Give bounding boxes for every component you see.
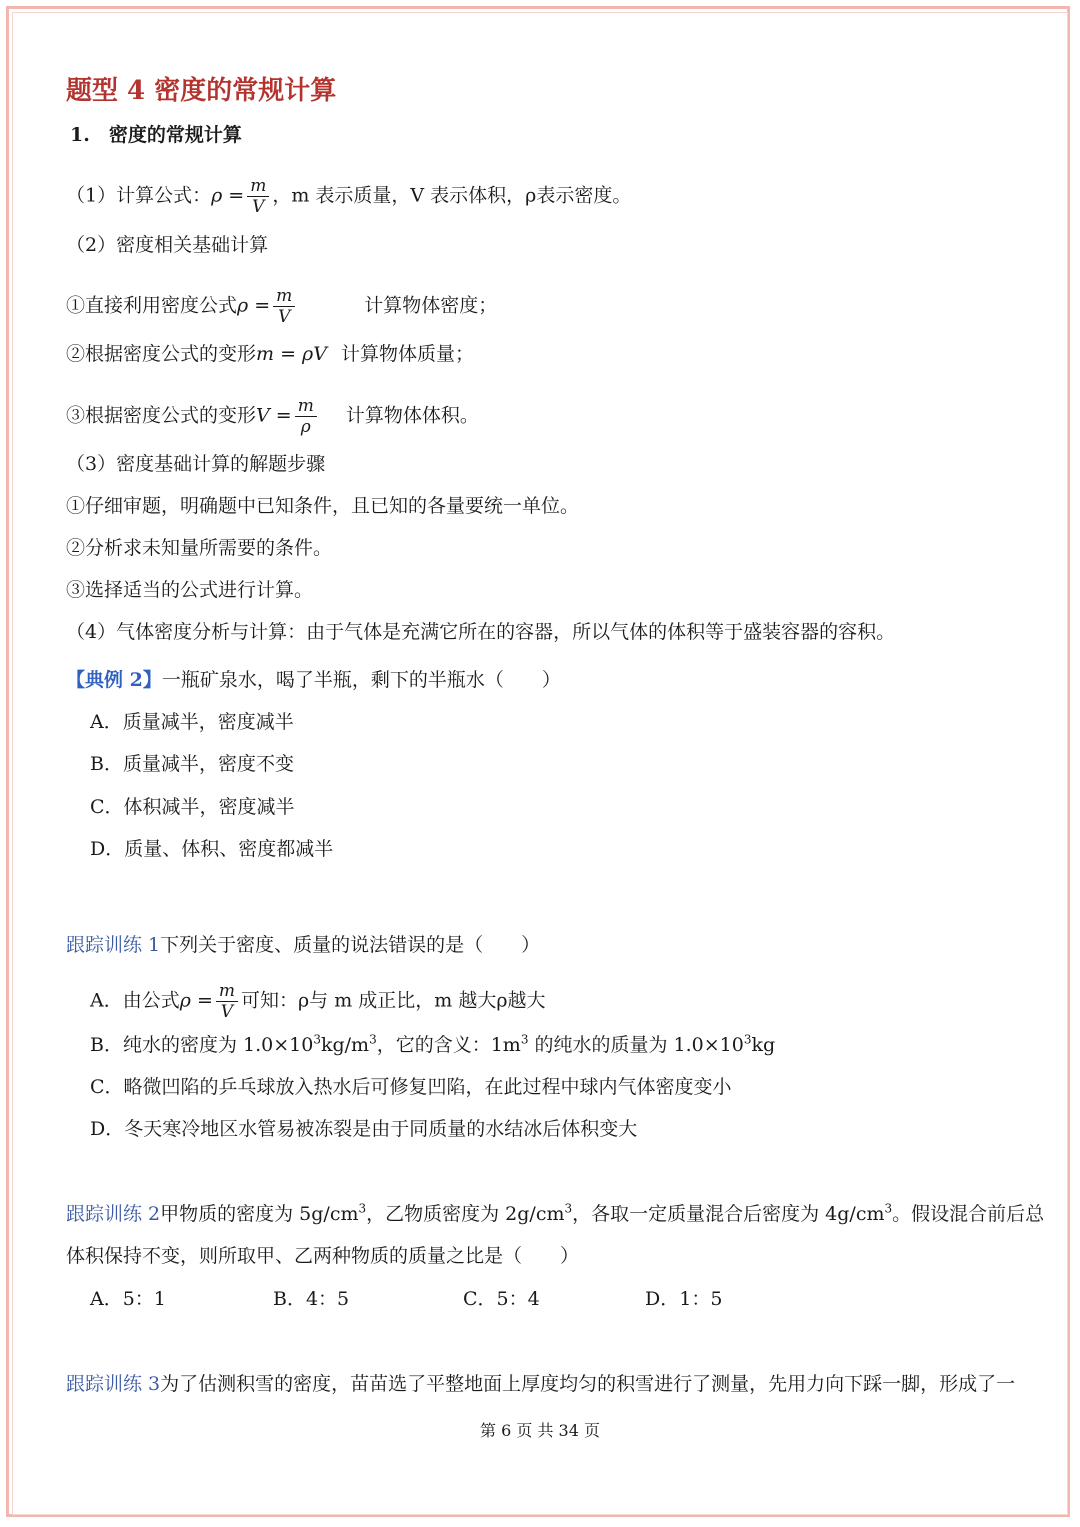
basic-calc-heading: （2）密度相关基础计算 xyxy=(66,234,269,256)
step-3: ③选择适当的公式进行计算。 xyxy=(66,579,314,601)
practice-1-label: 跟踪训练 1 xyxy=(66,934,161,956)
example-2-option-b: B．质量减半，密度不变 xyxy=(90,753,294,775)
step-1: ①仔细审题，明确题中已知条件，且已知的各量要统一单位。 xyxy=(66,495,580,517)
practice-3-label: 跟踪训练 3 xyxy=(66,1373,161,1395)
fraction-m-over-v: $\frac{m}{V}$ xyxy=(216,981,238,1022)
example-2-option-d: D．质量、体积、密度都减半 xyxy=(90,838,334,860)
practice-3-question: 跟踪训练 3为了估测积雪的密度，苗苗选了平整地面上厚度均匀的积雪进行了测量，先用力向下踩一脚，形成了一 xyxy=(66,1373,1016,1395)
steps-heading: （3）密度基础计算的解题步骤 xyxy=(66,453,326,475)
example-2-option-a: A．质量减半，密度减半 xyxy=(90,711,294,733)
example-2-label: 【典例 2】 xyxy=(66,669,162,691)
gas-density-note: （4）气体密度分析与计算：由于气体是充满它所在的容器，所以气体的体积等于盛装容器的容积。 xyxy=(66,621,896,643)
practice-1-option-a: A．由公式ρ = $\frac{m}{V}$ 可知：ρ与 m 成正比，m 越大ρ越大 xyxy=(90,981,546,1022)
formula-lhs: ρ = xyxy=(211,184,245,207)
fraction-m-over-rho: $\frac{m}{\rho}$ xyxy=(295,396,317,437)
fraction-m-over-v: $\frac{m}{V}$ xyxy=(247,176,269,217)
practice-2-label: 跟踪训练 2 xyxy=(66,1203,161,1225)
practice-2-option-a: A．5：1 xyxy=(90,1288,166,1310)
calc1-line: ①直接利用密度公式ρ = $\frac{m}{V}$ 计算物体密度； xyxy=(66,286,498,327)
example-2-question: 【典例 2】一瓶矿泉水，喝了半瓶，剩下的半瓶水（ ） xyxy=(66,669,561,691)
practice-1-option-c: C．略微凹陷的乒乓球放入热水后可修复凹陷，在此过程中球内气体密度变小 xyxy=(90,1076,732,1098)
practice-2-option-b: B．4：5 xyxy=(273,1288,350,1310)
fraction-m-over-v: $\frac{m}{V}$ xyxy=(273,286,295,327)
example-2-option-c: C．体积减半，密度减半 xyxy=(90,796,295,818)
calc2-line: ②根据密度公式的变形m = ρV 计算物体质量； xyxy=(66,343,474,365)
step-2: ②分析求未知量所需要的条件。 xyxy=(66,537,333,559)
practice-2-option-c: C．5：4 xyxy=(463,1288,540,1310)
subsection-heading: 1. 密度的常规计算 xyxy=(70,124,242,146)
practice-1-question: 跟踪训练 1下列关于密度、质量的说法错误的是（ ） xyxy=(66,934,541,956)
section-title: 题型 4 密度的常规计算 xyxy=(66,76,337,106)
practice-1-option-b: B．纯水的密度为 $1.0\times 10^3kg/m^3$，它的含义：$1m^3$ 的纯水的质量为 $1.0\times 10^3kg$ xyxy=(90,1032,776,1056)
practice-1-option-d: D．冬天寒冷地区水管易被冻裂是由于同质量的水结冰后体积变大 xyxy=(90,1118,638,1140)
page-footer: 第 6 页 共 34 页 xyxy=(480,1421,600,1440)
formula-line: （1）计算公式：ρ = $\frac{m}{V}$ ，m 表示质量，V 表示体积，ρ表示密度。 xyxy=(66,176,632,217)
practice-2-question: 跟踪训练 2甲物质的密度为 $5g/cm^3$，乙物质密度为 $2g/cm^3$，各取一定质量混合后密度为 $4g/cm^3$。假设混合前后总 xyxy=(66,1201,1045,1225)
practice-2-option-d: D．1：5 xyxy=(645,1288,723,1310)
calc3-line: ③根据密度公式的变形V = $\frac{m}{\rho}$ 计算物体体积。 xyxy=(66,396,479,437)
practice-2-question-line-2: 体积保持不变，则所取甲、乙两种物质的质量之比是（ ） xyxy=(66,1245,580,1267)
